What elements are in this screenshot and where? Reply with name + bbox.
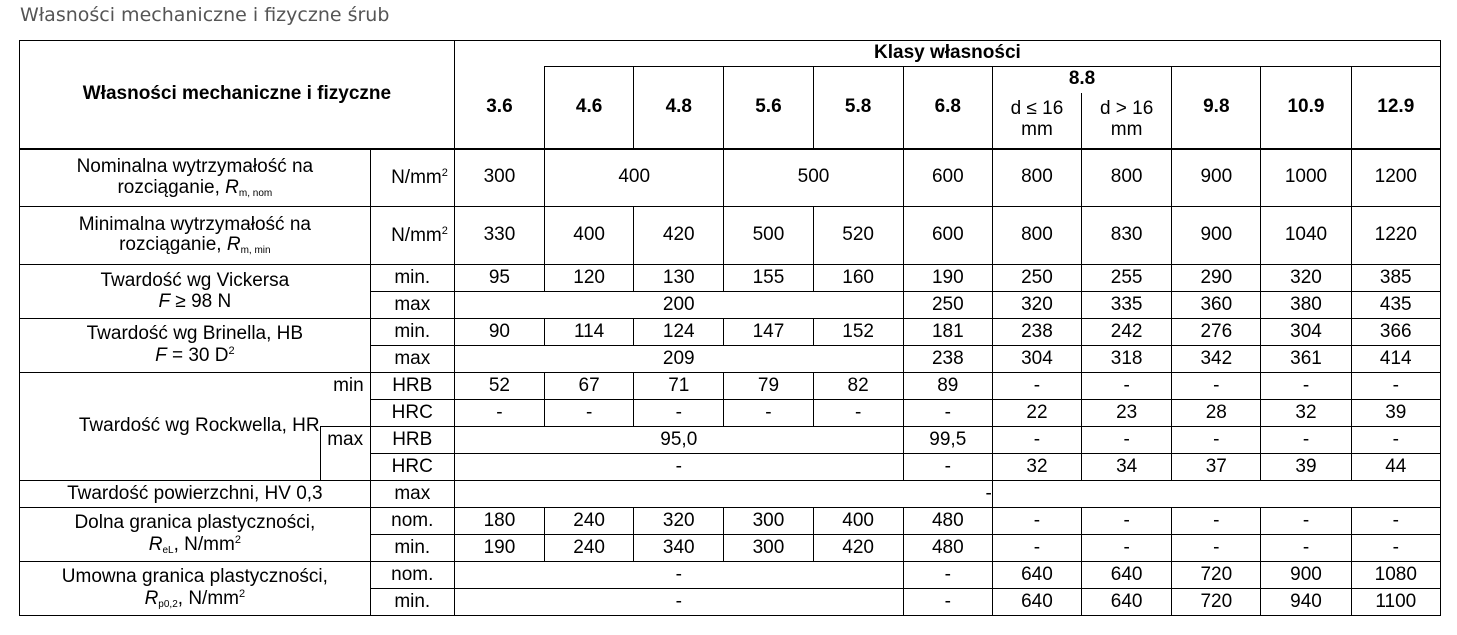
class-header: 12.9 bbox=[1351, 67, 1440, 149]
value-cell: - bbox=[724, 400, 813, 427]
value-cell: 1200 bbox=[1351, 149, 1440, 207]
value-cell: 800 bbox=[1082, 149, 1172, 207]
class-88-subheader-small: d ≤ 16 mm bbox=[992, 93, 1081, 149]
row-label: Twardość wg Rockwella, HR bbox=[20, 373, 321, 481]
value-cell: 28 bbox=[1172, 400, 1261, 427]
value-cell: - bbox=[903, 589, 992, 616]
properties-table bbox=[19, 40, 1441, 616]
value-cell: - bbox=[992, 427, 1081, 454]
value-cell: 240 bbox=[545, 508, 634, 535]
value-cell: 238 bbox=[992, 319, 1081, 346]
table-row bbox=[20, 207, 1441, 265]
table-row bbox=[20, 481, 1441, 508]
value-cell: 900 bbox=[1172, 207, 1261, 265]
value-cell: 300 bbox=[724, 508, 813, 535]
sub-label: max bbox=[370, 346, 454, 373]
value-cell: 240 bbox=[545, 535, 634, 562]
class-header: 5.6 bbox=[724, 67, 813, 149]
value-cell: 360 bbox=[1172, 292, 1261, 319]
value-cell: 23 bbox=[1082, 400, 1172, 427]
value-cell: - bbox=[1172, 427, 1261, 454]
value-cell: 124 bbox=[634, 319, 724, 346]
value-cell: 79 bbox=[724, 373, 813, 400]
value-cell: - bbox=[1261, 427, 1351, 454]
value-cell: 90 bbox=[454, 319, 544, 346]
value-cell: 400 bbox=[813, 508, 903, 535]
value-cell: 1220 bbox=[1351, 207, 1440, 265]
row-label: Dolna granica plastyczności, $R_{eL}$, $N/mm^2$ bbox=[20, 508, 371, 562]
value-cell: 1100 bbox=[1351, 589, 1440, 616]
value-cell: 340 bbox=[634, 535, 724, 562]
sub-label: min bbox=[320, 373, 370, 427]
value-cell: 152 bbox=[813, 319, 903, 346]
value-cell: 600 bbox=[903, 207, 992, 265]
value-cell: - bbox=[1261, 508, 1351, 535]
sub-label: nom. bbox=[370, 508, 454, 535]
value-cell: 400 bbox=[545, 207, 634, 265]
value-cell: 89 bbox=[903, 373, 992, 400]
value-cell: 720 bbox=[1172, 589, 1261, 616]
value-cell: 640 bbox=[1082, 562, 1172, 589]
value-cell: 290 bbox=[1172, 265, 1261, 292]
value-cell: 520 bbox=[813, 207, 903, 265]
value-cell: 720 bbox=[1172, 562, 1261, 589]
value-cell: 250 bbox=[992, 265, 1081, 292]
value-cell: 830 bbox=[1082, 207, 1172, 265]
page-title: Własności mechaniczne i fizyczne śrub bbox=[20, 4, 390, 26]
value-cell: 640 bbox=[1082, 589, 1172, 616]
table-row bbox=[20, 562, 1441, 589]
header-classes-label: Klasy własności bbox=[454, 41, 1440, 67]
value-cell: - bbox=[545, 400, 634, 427]
value-cell: 318 bbox=[1082, 346, 1172, 373]
value-cell: - bbox=[454, 589, 903, 616]
value-cell: 255 bbox=[1082, 265, 1172, 292]
value-cell: - bbox=[903, 400, 992, 427]
value-cell: 320 bbox=[1261, 265, 1351, 292]
value-cell: 800 bbox=[992, 207, 1081, 265]
value-cell: - bbox=[454, 562, 903, 589]
value-cell: 181 bbox=[903, 319, 992, 346]
value-cell: - bbox=[454, 400, 544, 427]
value-cell: 500 bbox=[724, 207, 813, 265]
table-row bbox=[20, 373, 1441, 400]
value-cell: 95,0 bbox=[454, 427, 903, 454]
value-cell: 32 bbox=[1261, 400, 1351, 427]
value-cell: - bbox=[1351, 535, 1440, 562]
sub-label: min. bbox=[370, 265, 454, 292]
value-cell: 420 bbox=[634, 207, 724, 265]
row-label: Nominalna wytrzymałość na rozciąganie, $R_{m, nom}$ bbox=[20, 149, 371, 207]
value-cell: 52 bbox=[454, 373, 544, 400]
value-cell: 147 bbox=[724, 319, 813, 346]
class-header: 9.8 bbox=[1172, 67, 1261, 149]
row-label: Twardość wg Brinella, HB F = 30 $D^2$ bbox=[20, 319, 371, 373]
value-cell: - bbox=[813, 400, 903, 427]
value-cell: 120 bbox=[545, 265, 634, 292]
value-cell: - bbox=[1172, 373, 1261, 400]
class-header-88: 8.8 bbox=[992, 67, 1171, 93]
value-cell: - bbox=[1082, 373, 1172, 400]
class-header: 5.8 bbox=[813, 67, 903, 149]
value-cell: - bbox=[1172, 535, 1261, 562]
sub-label: min. bbox=[370, 589, 454, 616]
value-cell: 435 bbox=[1351, 292, 1440, 319]
value-cell: 190 bbox=[454, 535, 544, 562]
value-cell: 250 bbox=[903, 292, 992, 319]
sub-label: HRC bbox=[370, 454, 454, 481]
value-cell: 420 bbox=[813, 535, 903, 562]
value-cell: - bbox=[1261, 535, 1351, 562]
value-cell: 300 bbox=[724, 535, 813, 562]
value-cell: 304 bbox=[1261, 319, 1351, 346]
value-cell: 95 bbox=[454, 265, 544, 292]
value-cell: - bbox=[903, 562, 992, 589]
value-cell: 200 bbox=[454, 292, 903, 319]
value-cell: - bbox=[992, 373, 1081, 400]
value-cell: 242 bbox=[1082, 319, 1172, 346]
value-cell: - bbox=[1082, 535, 1172, 562]
sub-label: max bbox=[370, 481, 454, 508]
value-cell: 640 bbox=[992, 562, 1081, 589]
value-cell: 366 bbox=[1351, 319, 1440, 346]
sub-label: max bbox=[320, 427, 370, 481]
value-cell: - bbox=[1082, 427, 1172, 454]
value-cell: 385 bbox=[1351, 265, 1440, 292]
sub-label: HRB bbox=[370, 427, 454, 454]
sub-label: HRC bbox=[370, 400, 454, 427]
value-cell: - bbox=[903, 454, 992, 481]
value-cell: 1080 bbox=[1351, 562, 1440, 589]
value-cell: 71 bbox=[634, 373, 724, 400]
class-88-subheader-large: d > 16 mm bbox=[1082, 93, 1172, 149]
unit-cell: $N/mm^2$ bbox=[370, 149, 454, 207]
value-cell: 335 bbox=[1082, 292, 1172, 319]
value-cell: 82 bbox=[813, 373, 903, 400]
value-cell: - bbox=[1351, 427, 1440, 454]
value-cell: 800 bbox=[992, 149, 1081, 207]
value-cell: 130 bbox=[634, 265, 724, 292]
value-cell: 39 bbox=[1351, 400, 1440, 427]
value-cell: 99,5 bbox=[903, 427, 992, 454]
value-cell: - bbox=[992, 508, 1081, 535]
value-cell: 155 bbox=[724, 265, 813, 292]
value-cell: - bbox=[634, 400, 724, 427]
value-cell: 342 bbox=[1172, 346, 1261, 373]
sub-label: max bbox=[370, 292, 454, 319]
class-header: 4.8 bbox=[634, 67, 724, 149]
value-cell: - bbox=[1351, 373, 1440, 400]
value-cell: 209 bbox=[454, 346, 903, 373]
row-label: Twardość powierzchni, HV 0,3 bbox=[20, 481, 371, 508]
value-cell: 640 bbox=[992, 589, 1081, 616]
value-cell: 22 bbox=[992, 400, 1081, 427]
value-cell: 480 bbox=[903, 508, 992, 535]
value-cell: 320 bbox=[634, 508, 724, 535]
value-cell: 114 bbox=[545, 319, 634, 346]
row-label: Twardość wg Vickersa F ≥ 98 N bbox=[20, 265, 371, 319]
sub-label: nom. bbox=[370, 562, 454, 589]
value-cell: 34 bbox=[1082, 454, 1172, 481]
value-cell: 480 bbox=[903, 535, 992, 562]
value-cell: 414 bbox=[1351, 346, 1440, 373]
sub-label: min. bbox=[370, 319, 454, 346]
value-cell: 900 bbox=[1172, 149, 1261, 207]
table-row bbox=[20, 319, 1441, 346]
row-label: Minimalna wytrzymałość na rozciąganie, $R_{m, min}$ bbox=[20, 207, 371, 265]
class-header: 3.6 bbox=[454, 67, 544, 149]
value-cell: 190 bbox=[903, 265, 992, 292]
value-cell: 160 bbox=[813, 265, 903, 292]
value-cell: - bbox=[992, 535, 1081, 562]
value-cell: 276 bbox=[1172, 319, 1261, 346]
class-header: 4.6 bbox=[545, 67, 634, 149]
value-cell: 39 bbox=[1261, 454, 1351, 481]
value-cell: 67 bbox=[545, 373, 634, 400]
value-cell: 1000 bbox=[1261, 149, 1351, 207]
value-cell: - bbox=[1351, 508, 1440, 535]
value-cell: 238 bbox=[903, 346, 992, 373]
value-cell: 361 bbox=[1261, 346, 1351, 373]
table-row bbox=[20, 149, 1441, 207]
value-cell: - bbox=[454, 454, 903, 481]
value-cell: 44 bbox=[1351, 454, 1440, 481]
value-cell: 600 bbox=[903, 149, 992, 207]
value-cell: 32 bbox=[992, 454, 1081, 481]
value-cell: - bbox=[454, 481, 992, 508]
row-label: Umowna granica plastyczności, $R_{p0,2}$, $N/mm^2$ bbox=[20, 562, 371, 616]
table-row bbox=[20, 508, 1441, 535]
value-cell: 304 bbox=[992, 346, 1081, 373]
value-cell: 500 bbox=[724, 149, 903, 207]
value-cell: - bbox=[1172, 508, 1261, 535]
table-row bbox=[20, 265, 1441, 292]
value-cell: 330 bbox=[454, 207, 544, 265]
sub-label: min. bbox=[370, 535, 454, 562]
value-cell: 320 bbox=[992, 292, 1081, 319]
value-cell: 400 bbox=[545, 149, 724, 207]
value-cell: - bbox=[1082, 508, 1172, 535]
value-cell: 180 bbox=[454, 508, 544, 535]
header-property-column: Własności mechaniczne i fizyczne bbox=[20, 41, 455, 149]
value-cell: 300 bbox=[454, 149, 544, 207]
value-cell: 1040 bbox=[1261, 207, 1351, 265]
value-cell: 940 bbox=[1261, 589, 1351, 616]
value-cell: - bbox=[1261, 373, 1351, 400]
class-header: 6.8 bbox=[903, 67, 992, 149]
class-header: 10.9 bbox=[1261, 67, 1351, 149]
value-cell: 900 bbox=[1261, 562, 1351, 589]
sub-label: HRB bbox=[370, 373, 454, 400]
unit-cell: $N/mm^2$ bbox=[370, 207, 454, 265]
value-cell bbox=[992, 481, 1440, 508]
value-cell: 380 bbox=[1261, 292, 1351, 319]
value-cell: 37 bbox=[1172, 454, 1261, 481]
